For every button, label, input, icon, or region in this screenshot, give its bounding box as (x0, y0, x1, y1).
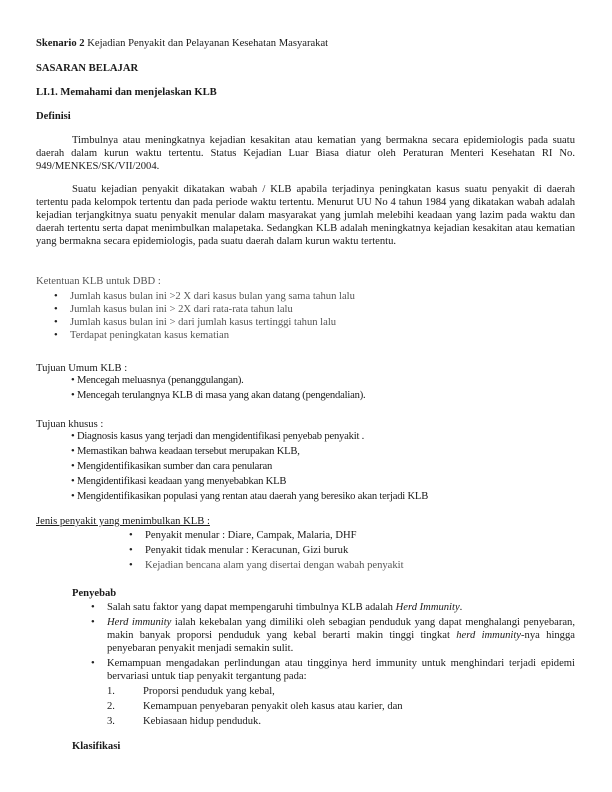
list-item: • Kejadian bencana alam yang disertai dengan wabah penyakit (145, 559, 565, 572)
li1-heading: LI.1. Memahami dan menjelaskan KLB (36, 87, 217, 98)
list-item: • Terdapat peningkatan kasus kematian (70, 329, 570, 342)
item-text: Proporsi penduduk yang kebal, (143, 686, 275, 697)
penyebab-b2-em2: herd immunity (456, 630, 521, 641)
item-text: Kemampuan penyebaran penyakit oleh kasus atau karier, dan (143, 701, 403, 712)
penyebab-b1-pre: Salah satu faktor yang dapat mempengaruhi timbulnya KLB adalah (107, 602, 396, 613)
jenis-heading (36, 515, 578, 528)
list-item: • Memastikan bahwa keadaan tersebut merupakan KLB, (71, 446, 300, 457)
ketentuan-list (70, 290, 570, 342)
definisi-paragraph-2: Suatu kejadian penyakit dikatakan wabah / KLB apabila terjadinya peningkatan kasus suatu penyakit di daerah tertentu pada kelompok tertentu dan pada periode waktu tertentu. Menurut UU No 4 tahun 1984 yang dikatakan wabah adalah kejadian terjangkitnya suatu penyakit menular dalam masyarakat yang jumlah melebihi keadaan yang lazim pada waktu dan daerah tertentu serta dapat menimbulkan malapetaka. Sedangkan KLB adalah meningkatnya kejadian kesakitan atau kematian yang bermakna secara epidemiologis, pada suatu daerah dalam kurun waktu tertentu. (36, 184, 575, 247)
item-number: 2. (107, 701, 115, 712)
scenario-title: Kejadian Penyakit dan Pelayanan Kesehatan Masyarakat (84, 38, 329, 49)
penyebab-b2-mid: ialah kekebalan yang dimiliki oleh sebagian penduduk yang dapat menghalangi penyebaran, makin banyak proporsi penduduk yang kebal berarti makin tinggi tingkat (107, 617, 575, 641)
sasaran-heading: SASARAN BELAJAR (36, 63, 139, 74)
penyebab-b2-post: -nya hingga penyebaran penyakit menjadi semakin sulit. (107, 630, 575, 654)
list-item (107, 700, 573, 713)
list-item: • Penyakit menular : Diare, Campak, Malaria, DHF (145, 529, 565, 542)
list-item: • Mencegah meluasnya (penanggulangan). (71, 375, 244, 386)
list-item (107, 685, 573, 698)
list-item: • Mengidentifikasikan sumber dan cara penularan (71, 461, 273, 472)
scenario-label: Skenario 2 (36, 38, 85, 49)
penyebab-list (107, 601, 575, 683)
list-item: • Penyakit tidak menular : Keracunan, Gizi buruk (145, 544, 565, 557)
jenis-heading-text: Jenis penyakit yang menimbulkan KLB : (36, 516, 210, 527)
list-item: • Mengidentifikasikan populasi yang rentan atau daerah yang beresiko akan terjadi KLB (71, 491, 429, 502)
list-item (107, 616, 575, 655)
list-item (107, 715, 573, 728)
item-number: 1. (107, 686, 115, 697)
ketentuan-heading: Ketentuan KLB untuk DBD : (36, 276, 161, 287)
list-item (107, 601, 575, 614)
list-item: • Mencegah terulangnya KLB di masa yang akan datang (pengendalian). (71, 390, 366, 401)
penyebab-heading: Penyebab (72, 588, 117, 599)
item-number: 3. (107, 716, 115, 727)
item-text: Kebiasaan hidup penduduk. (143, 716, 261, 727)
list-item: • Diagnosis kasus yang terjadi dan mengidentifikasi penyebab penyakit . (71, 431, 365, 442)
list-item: • Jumlah kasus bulan ini >2 X dari kasus bulan yang sama tahun lalu (70, 290, 570, 303)
tujuan-umum-heading: Tujuan Umum KLB : (36, 363, 128, 374)
tujuan-umum-list (71, 374, 551, 402)
tujuan-khusus-heading: Tujuan khusus : (36, 419, 104, 430)
list-item: • Jumlah kasus bulan ini > dari jumlah kasus tertinggi tahun lalu (70, 316, 570, 329)
penyebab-b2-em1: Herd immunity (107, 617, 172, 628)
penyebab-numbered-list (107, 685, 573, 728)
klasifikasi-heading: Klasifikasi (72, 741, 121, 752)
penyebab-b1-post: . (459, 602, 463, 613)
list-item: • Jumlah kasus bulan ini > 2X dari rata-rata tahun lalu (70, 303, 570, 316)
list-item: • Mengidentifikasi keadaan yang menyebabkan KLB (71, 476, 287, 487)
definisi-heading: Definisi (36, 111, 71, 122)
tujuan-khusus-list (71, 430, 571, 503)
definisi-paragraph-1: Timbulnya atau meningkatnya kejadian kesakitan atau kematian yang bermakna secara epidemiologis pada suatu daerah dalam kurun waktu tertentu. Status Kejadian Luar Biasa diatur oleh Peraturan Menteri Kesehatan RI No. 949/MENKES/SK/VII/2004. (36, 135, 575, 172)
scenario-line (36, 37, 578, 50)
list-item: • Kemampuan mengadakan perlindungan atau tingginya herd immunity untuk menghindari terjadi epidemi bervariasi untuk tiap penyakit tergantung pada: (107, 657, 575, 683)
penyebab-b1-em: Herd Immunity (395, 602, 460, 613)
jenis-list (145, 529, 565, 572)
